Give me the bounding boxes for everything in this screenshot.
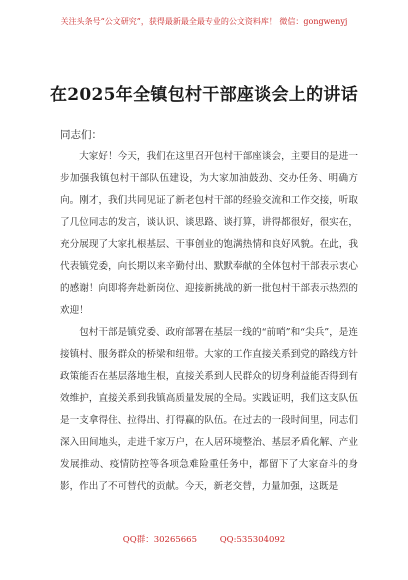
salutation: 同志们： bbox=[60, 129, 102, 141]
paragraph: 包村干部是镇党委、政府部署在基层一线的“前哨”和“尖兵”，是连接镇村、服务群众的桥梁和纽带。大家的工作直接关系到党的路线方针政策能否在基层落地生根，直接关系到人民群众的切身利益能否得到有效维护，直接关系到我镇高质量发展的全局。实践证明，我们这支队伍是一支拿得住、拉得出、打得赢的队伍。在过去的一段时间里，同志们深入田间地头，走进千家万户，在人居环境整治、基层矛盾化解、产业发展推动、疫情防控等各项急难险重任务中，都留下了大家奋斗的身影，作出了不可替代的贡献。今天，新老交替，力量加强，这既是 bbox=[60, 327, 358, 492]
paragraph: 大家好！今天，我们在这里召开包村干部座谈会，主要目的是进一步加强我镇包村干部队伍建设，为大家加油鼓劲、交办任务、明确方向。刚才，我们共同见证了新老包村干部的经验交流和工作交接，听取了几位同志的发言，谈认识、谈思路、谈打算，讲得都很好，很实在，充分展现了大家扎根基层、干事创业的饱满热情和良好风貌。在此，我代表镇党委，向长期以来辛勤付出、默默奉献的全体包村干部表示衷心的感谢！向即将奔赴新岗位、迎接新挑战的新一批包村干部表示热烈的欢迎！ bbox=[60, 151, 358, 316]
footer-qq-group: QQ群：30265665 bbox=[122, 535, 197, 545]
footer-qq: QQ:535304092 bbox=[219, 535, 286, 545]
header-banner: 关注头条号“公文研究”，获得最新最全最专业的公文资料库！ 微信：gongwenyj bbox=[60, 17, 348, 26]
document-title: 在2025年全镇包村干部座谈会上的讲话 bbox=[49, 85, 358, 105]
footer-contact bbox=[0, 533, 408, 545]
document-body bbox=[60, 146, 358, 498]
